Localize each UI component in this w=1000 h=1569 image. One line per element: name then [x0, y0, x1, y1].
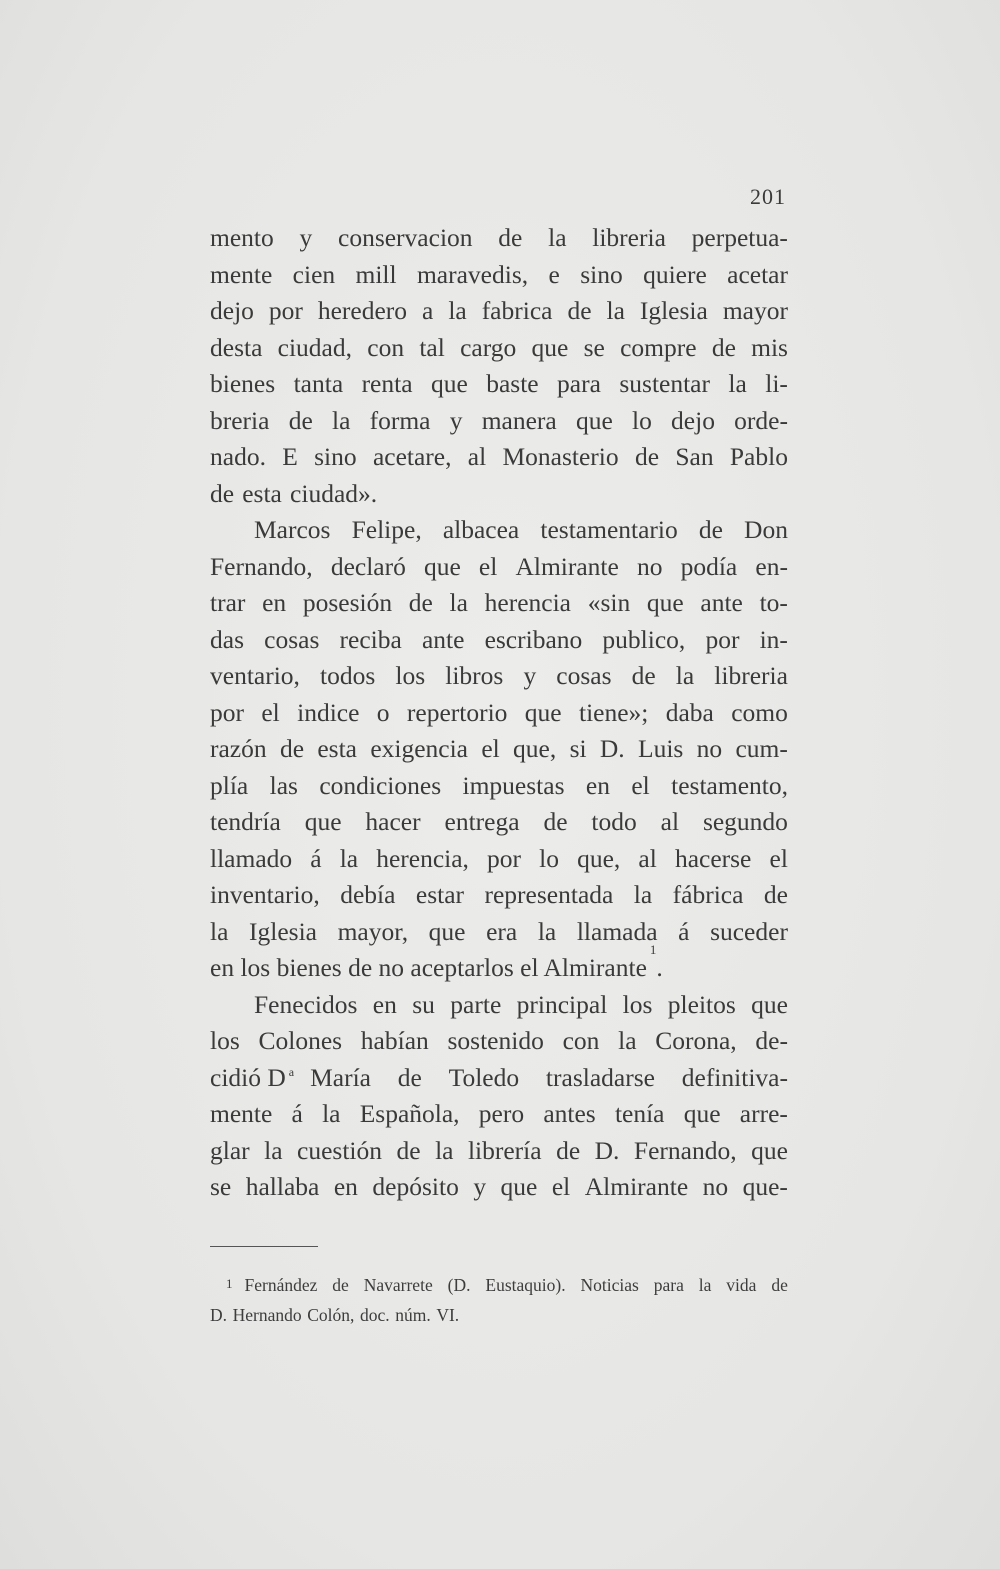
- word: cosas: [264, 624, 320, 654]
- text-line: [210, 658, 788, 695]
- word: Almirante: [584, 1172, 689, 1201]
- word: María: [310, 1062, 371, 1092]
- word: de: [498, 223, 523, 252]
- word: Corona,: [655, 1026, 737, 1055]
- word: testamentario: [540, 515, 678, 544]
- word: compre: [620, 332, 697, 362]
- word: para: [557, 369, 601, 398]
- word: renta: [361, 369, 413, 398]
- word: la: [435, 1135, 454, 1165]
- text-line: [210, 695, 788, 732]
- word: maravedis,: [416, 259, 529, 289]
- word: glar: [210, 1135, 250, 1165]
- word: tiene»;: [578, 697, 649, 727]
- word: definitiva-: [681, 1062, 788, 1092]
- footnote-line: [210, 1270, 788, 1300]
- word: libreria: [714, 661, 788, 690]
- word: de: [543, 807, 568, 836]
- word: Toledo: [448, 1062, 520, 1092]
- word: herencia,: [376, 843, 469, 873]
- word: al: [638, 843, 657, 873]
- word: doc.: [359, 1305, 390, 1325]
- word: cuestión: [297, 1135, 383, 1165]
- word: se: [583, 332, 605, 362]
- word: baste: [486, 369, 539, 398]
- word: Fernández: [244, 1275, 318, 1295]
- word: fabrica: [481, 296, 553, 325]
- word: los: [395, 661, 426, 690]
- word: la: [618, 1026, 637, 1055]
- word: de: [279, 734, 305, 763]
- word: de: [210, 478, 235, 508]
- word: Luis: [638, 734, 684, 763]
- text-segment: cidió D: [210, 1062, 286, 1092]
- word: de: [763, 880, 788, 909]
- word: impuestas: [462, 770, 565, 800]
- word: representada: [484, 880, 614, 909]
- word: arre-: [739, 1099, 788, 1128]
- word: (D.: [447, 1275, 471, 1295]
- word: sustentar: [619, 369, 710, 398]
- word: declaró: [330, 551, 406, 581]
- word: D.: [599, 734, 625, 763]
- word: herencia: [484, 588, 571, 617]
- word: trar: [210, 588, 246, 617]
- word: ciudad,: [277, 332, 353, 362]
- text-line: [210, 512, 788, 549]
- word: ante: [421, 624, 465, 654]
- word: mente: [210, 259, 273, 289]
- word: núm.: [395, 1305, 431, 1325]
- word: de: [771, 1275, 788, 1295]
- word: con: [367, 332, 405, 362]
- text-line: [210, 257, 788, 294]
- word: que-: [742, 1172, 788, 1201]
- word: escribano: [484, 624, 583, 654]
- word: la: [633, 880, 653, 909]
- word: el: [478, 551, 498, 581]
- word: bienes: [210, 369, 276, 398]
- text-line: [210, 549, 788, 586]
- word: y: [299, 223, 313, 252]
- word: que: [428, 916, 466, 946]
- word: que: [751, 989, 788, 1019]
- word: vida: [726, 1275, 757, 1295]
- word: que: [423, 551, 461, 581]
- word: por: [210, 697, 244, 727]
- word: suceder: [710, 916, 788, 946]
- text-line: [210, 220, 788, 257]
- word: en: [333, 1172, 358, 1201]
- word: en: [585, 770, 610, 800]
- word: esta: [242, 478, 282, 508]
- text-line-with-ordinal: [210, 1060, 788, 1097]
- text-line: [210, 841, 788, 878]
- word: E: [282, 442, 298, 471]
- word: podía: [680, 551, 738, 581]
- word: mento: [210, 223, 274, 252]
- word: Iglesia: [639, 296, 708, 325]
- word: Navarrete: [363, 1275, 433, 1295]
- footnote-line: [210, 1300, 788, 1330]
- word: por: [268, 296, 303, 325]
- word: breria: [210, 405, 270, 435]
- word: que: [575, 405, 613, 435]
- word: con: [562, 1026, 600, 1055]
- word: llamado: [210, 843, 293, 873]
- word: en-: [755, 551, 788, 581]
- page-number: 201: [750, 184, 786, 209]
- word: la: [210, 916, 229, 946]
- word: repertorio: [406, 697, 508, 727]
- word: y: [473, 1172, 487, 1201]
- word: Marcos: [254, 515, 331, 544]
- word: de: [556, 1135, 581, 1165]
- word: e: [548, 259, 560, 289]
- word: la: [728, 369, 747, 398]
- word: Eustaquio).: [485, 1275, 566, 1295]
- word: á: [678, 916, 690, 946]
- word: dejo: [671, 405, 715, 435]
- word: antes: [543, 1099, 596, 1128]
- word: al: [467, 442, 487, 471]
- word: «sin: [587, 588, 631, 617]
- text-line: [210, 1133, 788, 1170]
- word: que: [500, 1172, 538, 1201]
- footnote-marker: 1: [226, 1276, 233, 1291]
- word: entrega: [444, 807, 520, 836]
- word: indice: [297, 697, 360, 727]
- word: á: [291, 1099, 303, 1128]
- word: en: [262, 588, 287, 617]
- word: dejo: [210, 296, 254, 325]
- word: de: [332, 1275, 349, 1295]
- word: que: [646, 588, 684, 617]
- word: la: [548, 223, 567, 252]
- word: el: [261, 697, 280, 727]
- word: mill: [355, 259, 397, 289]
- word: como: [731, 697, 788, 727]
- text-line-rest: [310, 1060, 788, 1097]
- word: hacerse: [674, 843, 752, 873]
- word: la: [606, 296, 625, 325]
- word: perpetua-: [691, 223, 788, 252]
- word: ante: [700, 588, 743, 617]
- word: sostenido: [447, 1026, 544, 1055]
- word: la: [449, 588, 468, 617]
- word: la: [322, 1099, 341, 1128]
- word: Almirante: [515, 551, 619, 581]
- word: los: [210, 1026, 240, 1055]
- word: quiere: [643, 259, 707, 289]
- text-line: [210, 914, 788, 951]
- word: Fernando,: [633, 1135, 737, 1165]
- word: se: [210, 1172, 232, 1201]
- word: y: [523, 661, 537, 690]
- word: D.: [210, 1305, 228, 1325]
- word: San: [675, 442, 714, 471]
- word: de: [288, 405, 313, 435]
- word: la: [264, 1135, 283, 1165]
- text-line: [210, 804, 788, 841]
- word: cosas: [556, 661, 612, 690]
- word: forma: [369, 405, 431, 435]
- text-line: [210, 987, 788, 1024]
- word: de: [567, 296, 592, 325]
- word: la: [698, 1275, 712, 1295]
- word: depósito: [372, 1172, 459, 1201]
- word: to-: [759, 588, 788, 617]
- word: desta: [210, 332, 263, 362]
- line-end-period: .: [656, 953, 663, 982]
- word: no: [702, 1172, 729, 1201]
- word: reciba: [339, 624, 402, 654]
- word: inventario,: [210, 880, 320, 909]
- word: el: [631, 770, 650, 800]
- word: tanta: [293, 369, 344, 398]
- word: á: [310, 843, 322, 873]
- word: Colones: [258, 1026, 343, 1055]
- word: pleitos: [667, 989, 736, 1019]
- word: los: [622, 989, 653, 1019]
- footnotes: [210, 1270, 788, 1330]
- word: Noticias: [580, 1275, 639, 1295]
- text-line: [210, 585, 788, 622]
- word: razón: [210, 734, 267, 763]
- word: de: [711, 332, 736, 362]
- word: su: [412, 989, 435, 1019]
- word: Fenecidos: [254, 989, 358, 1019]
- word: las: [269, 770, 298, 800]
- word: o: [376, 697, 390, 727]
- word: tenía: [614, 1099, 665, 1128]
- word: libros: [445, 661, 504, 690]
- word: segundo: [702, 807, 788, 836]
- text-line: [210, 1169, 788, 1206]
- word: que: [304, 807, 342, 836]
- word: de: [408, 588, 433, 617]
- word: sino: [314, 442, 357, 471]
- word: Monasterio: [502, 442, 619, 471]
- word: manera: [481, 405, 557, 435]
- word: lo: [631, 405, 652, 435]
- text-line: [210, 476, 788, 513]
- word: pero: [478, 1099, 525, 1128]
- word: al: [660, 807, 680, 836]
- word: que,: [577, 843, 621, 873]
- word: Iglesia: [249, 916, 317, 946]
- word: cum-: [735, 734, 788, 763]
- word: sino: [580, 259, 623, 289]
- text-line: [210, 768, 788, 805]
- text-line: [210, 439, 788, 476]
- word: si: [569, 734, 587, 763]
- word: el: [769, 843, 788, 873]
- word: testamento,: [671, 770, 788, 800]
- word: a: [422, 296, 434, 325]
- word: tendría: [210, 807, 281, 836]
- word: todos: [320, 661, 376, 690]
- word: libreria: [592, 223, 666, 252]
- text-line: [210, 622, 788, 659]
- word: que: [430, 369, 468, 398]
- word: no: [636, 551, 663, 581]
- word: plía: [210, 770, 249, 800]
- word: heredero: [317, 296, 408, 325]
- word: posesión: [302, 588, 393, 617]
- word: lo: [539, 843, 559, 873]
- word: fábrica: [672, 880, 744, 909]
- word: cien: [292, 259, 336, 289]
- word: no: [696, 734, 723, 763]
- word: que: [683, 1099, 721, 1128]
- word: de: [631, 661, 656, 690]
- word: li-: [765, 369, 788, 398]
- word: todo: [591, 807, 637, 836]
- word: condiciones: [319, 770, 442, 800]
- text-line: [210, 366, 788, 403]
- text-line-content: en los bienes de no aceptarlos el Almirante: [210, 953, 647, 982]
- word: mis: [751, 332, 788, 362]
- word: la: [537, 916, 557, 946]
- text-line: [210, 1096, 788, 1133]
- word: la: [448, 296, 467, 325]
- text-line: [210, 877, 788, 914]
- footnote-separator: [210, 1246, 318, 1247]
- word: daba: [665, 697, 714, 727]
- word: de: [396, 1135, 421, 1165]
- word: Fernando,: [210, 551, 313, 581]
- word: trasladarse: [545, 1062, 655, 1092]
- word: por: [487, 843, 522, 873]
- word: mayor: [722, 296, 788, 325]
- word: en: [372, 989, 397, 1019]
- word: hallaba: [245, 1172, 320, 1201]
- word: parte: [450, 989, 502, 1019]
- word: acetare,: [372, 442, 452, 471]
- word: de: [698, 515, 723, 544]
- word: y: [449, 405, 463, 435]
- word: debía: [340, 880, 396, 909]
- word: nado.: [210, 442, 266, 471]
- word: por: [705, 624, 740, 654]
- word: esta: [317, 734, 357, 763]
- word: el: [481, 734, 500, 763]
- word: ciudad».: [290, 478, 378, 508]
- word: publico,: [602, 624, 686, 654]
- word: mente: [210, 1099, 273, 1128]
- word: la: [339, 843, 359, 873]
- word: era: [486, 916, 518, 946]
- word: la: [675, 661, 695, 690]
- word: de: [634, 442, 660, 471]
- word: de: [397, 1062, 422, 1092]
- text-line: [210, 330, 788, 367]
- word: que: [524, 697, 562, 727]
- word: mayor,: [337, 916, 409, 946]
- word: hacer: [365, 807, 421, 836]
- word: albacea: [442, 515, 520, 544]
- word: Hernando: [232, 1305, 302, 1325]
- word: das: [210, 624, 244, 654]
- text-line: [210, 731, 788, 768]
- word: VI.: [436, 1305, 460, 1325]
- word: librería: [467, 1135, 542, 1165]
- word: principal: [516, 989, 608, 1019]
- word: Don: [744, 515, 788, 544]
- word: el: [551, 1172, 571, 1201]
- ordinal-indicator: a: [288, 1064, 295, 1079]
- word: conservacion: [338, 223, 473, 252]
- text-line-start: [210, 1060, 294, 1097]
- word: que,: [513, 734, 557, 763]
- word: exigencia: [370, 734, 469, 763]
- text-line: [210, 1023, 788, 1060]
- word: Felipe,: [351, 515, 422, 544]
- word: llamada: [576, 916, 658, 946]
- footnote-reference[interactable]: 1: [649, 942, 657, 957]
- word: cargo: [460, 332, 517, 362]
- word: Pablo: [729, 442, 788, 471]
- text-line-with-footnote-ref: [210, 942, 788, 987]
- word: in-: [759, 624, 788, 654]
- word: la: [331, 405, 351, 435]
- text-line: [210, 293, 788, 330]
- word: ventario,: [210, 661, 300, 690]
- word: que: [751, 1135, 788, 1165]
- word: para: [653, 1275, 684, 1295]
- word: estar: [415, 880, 465, 909]
- word: que: [531, 332, 569, 362]
- word: acetar: [727, 259, 788, 289]
- word: D.: [594, 1135, 620, 1165]
- footnote-text: [245, 1270, 789, 1300]
- body-text: [210, 220, 788, 1206]
- word: Colón,: [307, 1305, 355, 1325]
- word: Española,: [359, 1099, 460, 1128]
- text-line: [210, 403, 788, 440]
- word: de-: [755, 1026, 788, 1055]
- word: tal: [419, 332, 445, 362]
- word: orde-: [734, 405, 788, 435]
- word: habían: [360, 1026, 429, 1055]
